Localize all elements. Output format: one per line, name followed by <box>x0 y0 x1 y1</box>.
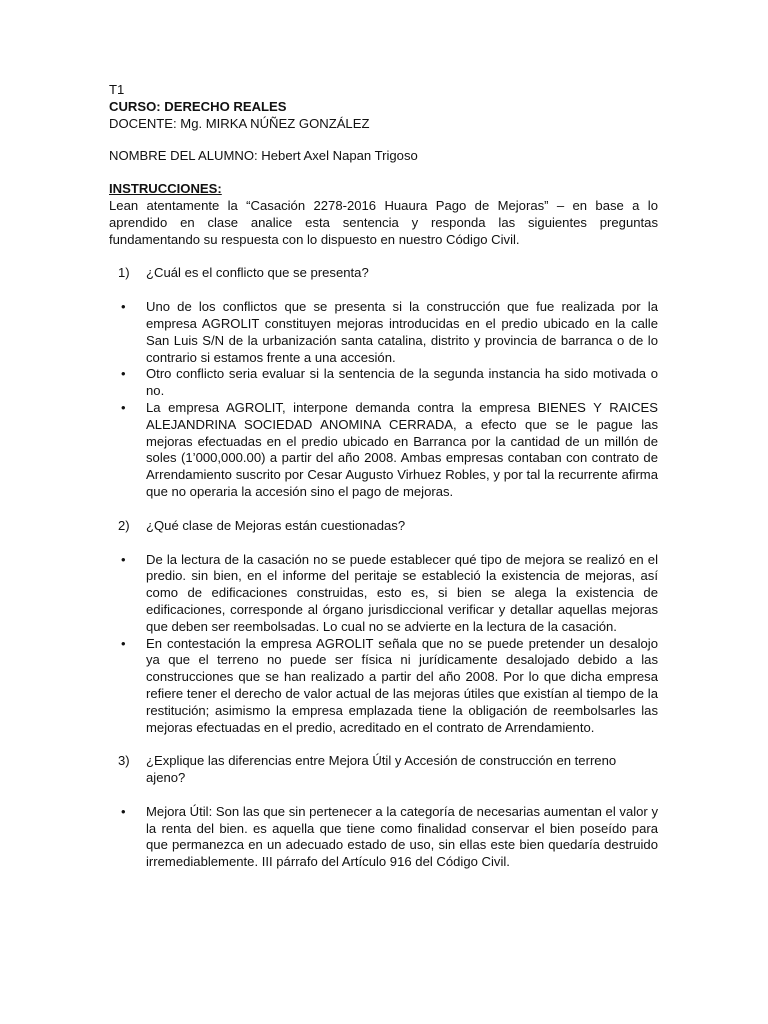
question-number: 2) <box>118 517 130 533</box>
question-3 <box>109 753 658 787</box>
answer-item: • De la lectura de la casación no se puede establecer qué tipo de mejora se realizó en el predio. sin bien, en el informe del peritaje se estableció la existencia de mejoras, así como de edificaciones construidas, esto es, si bien se alega la existencia de edificaciones, corresponde al órgano jurisdiccional verificar y detallar aquellas mejoras que deben ser reembolsadas. Lo cual no se advierte en la lectura de la casación. <box>109 552 658 636</box>
question-text: ¿Cuál es el conflicto que se presenta? <box>146 265 369 281</box>
student-name: NOMBRE DEL ALUMNO: Hebert Axel Napan Trigoso <box>109 148 418 164</box>
instructions-text: Lean atentamente la “Casación 2278-2016 Huaura Pago de Mejoras” – en base a lo aprendido en clase analice esta sentencia y responda las siguientes preguntas fundamentando su respuesta con lo dispuesto en nuestro Código Civil. <box>109 197 658 247</box>
answer-item: • La empresa AGROLIT, interpone demanda contra la empresa BIENES Y RAICES ALEJANDRINA SOCIEDAD ANOMINA CERRADA, a efecto que se le pague las mejoras efectuadas en el predio ubicado en Barranca por la cantidad de un millón de soles (1’000,000.00) a partir del año 2008. Ambas empresas contaban con contrato de Arrendamiento suscrito por Cesar Augusto Virhuez Robles, y por tal la recurrente afirma que no operaria la accesión sino el pago de mejoras. <box>109 400 658 501</box>
answer-list-1 <box>109 299 658 501</box>
course-title: CURSO: DERECHO REALES <box>109 98 287 114</box>
question-2 <box>109 518 658 535</box>
answer-list-3 <box>109 804 658 871</box>
question-text: ¿Qué clase de Mejoras están cuestionadas? <box>146 517 406 533</box>
answer-item: • En contestación la empresa AGROLIT señala que no se puede pretender un desalojo ya que el terreno no puede ser física ni jurídicamente desalojado debido a las construcciones que se han realizado a partir del año 2008. Por lo que dicha empresa refiere tener el derecho de valor actual de las mejoras útiles que existían al tiempo de la restitución; asimismo la empresa emplazada tiene la obligación de reembolsarles las mejoras efectuadas en el predio, acreditado en el contrato de Arrendamiento. <box>109 636 658 737</box>
question-1 <box>109 265 658 282</box>
teacher-name: DOCENTE: Mg. MIRKA NÚÑEZ GONZÁLEZ <box>109 115 370 131</box>
document-code: T1 <box>109 82 125 97</box>
answer-item: • Uno de los conflictos que se presenta si la construcción que fue realizada por la empresa AGROLIT constituyen mejoras introducidas en el predio ubicado en la calle San Luis S/N de la urbanización santa catalina, distrito y provincia de barranca o de lo contrario si estamos frente a una accesión. <box>109 299 658 366</box>
answer-list-2 <box>109 552 658 737</box>
answer-item: • Mejora Útil: Son las que sin pertenecer a la categoría de necesarias aumentan el valor y la renta del bien. es aquella que tiene como finalidad conservar el bien poseído para que permanezca en un adecuado estado de uso, sin ellas este bien quedaría destruido irremediablemente. III párrafo del Artículo 916 del Código Civil. <box>109 804 658 871</box>
question-text: ¿Explique las diferencias entre Mejora Útil y Accesión de construcción en terreno ajeno? <box>146 753 617 786</box>
question-number: 1) <box>118 265 130 281</box>
document-page <box>109 82 658 871</box>
answer-item: • Otro conflicto seria evaluar si la sentencia de la segunda instancia ha sido motivada o no. <box>109 366 658 400</box>
question-number: 3) <box>118 753 130 769</box>
instructions-heading: INSTRUCCIONES: <box>109 181 222 197</box>
